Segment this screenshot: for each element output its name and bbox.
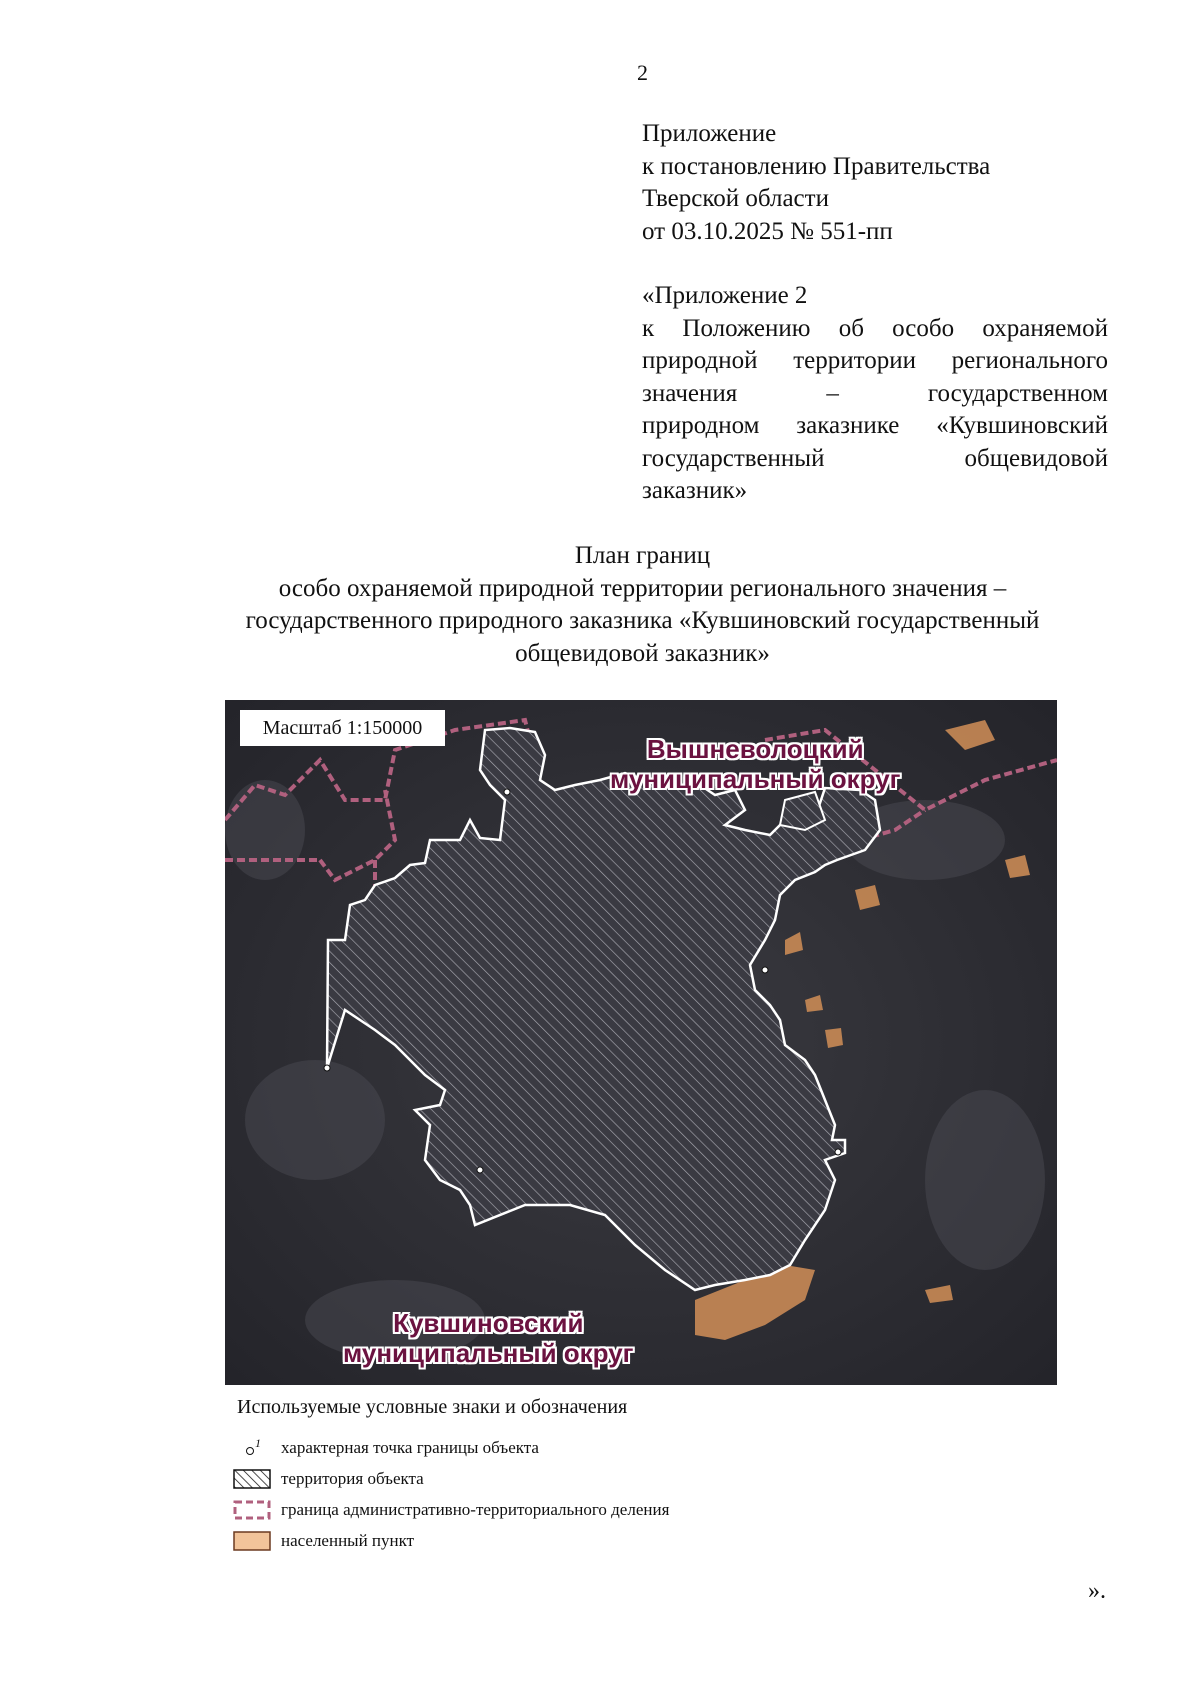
map-canvas — [225, 700, 1057, 1385]
page-number: 2 — [637, 60, 648, 85]
legend — [233, 1432, 669, 1556]
annex-line: значения – государственном — [642, 379, 1108, 407]
okrug-type: муниципальный округ — [343, 1338, 634, 1368]
annex-line: природном заказнике «Кувшиновский — [642, 412, 1108, 439]
approval-line: от 03.10.2025 № 551-пп — [642, 217, 893, 245]
legend-title: Используемые условные знаки и обозначения — [237, 1396, 628, 1418]
boundary-point — [835, 1149, 841, 1155]
settlement-symbol-icon — [233, 1531, 271, 1551]
legend-label: характерная точка границы объекта — [281, 1437, 539, 1457]
hatch-symbol-icon — [233, 1469, 271, 1489]
legend-item — [233, 1525, 669, 1556]
annex-line: заказник» — [642, 477, 748, 504]
legend-label: населенный пункт — [281, 1530, 415, 1550]
annex-block — [642, 280, 1108, 508]
boundary-point — [762, 967, 768, 973]
boundary-point — [504, 789, 510, 795]
title-line: План границ — [574, 542, 711, 569]
legend-item — [233, 1494, 669, 1525]
closing-quote: ». — [1088, 1578, 1106, 1604]
annex-line: государственный общевидовой — [642, 444, 1108, 472]
annex-line: природной территории регионального — [642, 347, 1108, 374]
boundary-point — [324, 1065, 330, 1071]
legend-label: территория объекта — [281, 1468, 424, 1488]
okrug-name: Кувшиновский — [393, 1308, 584, 1338]
boundary-point — [477, 1167, 483, 1173]
okrug-type: муниципальный округ — [610, 764, 901, 794]
okrug-label-south — [343, 1308, 634, 1368]
map-scale: Масштаб 1:150000 — [240, 710, 445, 746]
approval-line: Тверской области — [642, 185, 829, 212]
boundary-map — [225, 700, 1057, 1385]
dashed-border-symbol-icon — [233, 1500, 271, 1520]
document-title — [150, 540, 1135, 670]
legend-item — [233, 1432, 669, 1463]
approval-block — [642, 118, 1107, 248]
point-symbol-icon — [233, 1435, 271, 1458]
approval-line: Приложение — [642, 120, 777, 147]
point-symbol-number: 1 — [255, 1435, 261, 1450]
approval-line: к постановлению Правительства — [642, 152, 991, 180]
legend-label: граница административно-территориального деления — [281, 1499, 670, 1519]
okrug-name: Вышневолоцкий — [646, 734, 864, 764]
title-line: общевидовой заказник» — [515, 639, 770, 667]
annex-line: к Положению об особо охраняемой — [642, 314, 1108, 342]
okrug-label-north — [610, 734, 901, 794]
title-line: государственного природного заказника «Кувшиновский государственный — [245, 607, 1040, 634]
annex-line: «Приложение 2 — [642, 282, 808, 309]
title-line: особо охраняемой природной территории регионального значения – — [278, 574, 1007, 602]
legend-item — [233, 1463, 669, 1494]
